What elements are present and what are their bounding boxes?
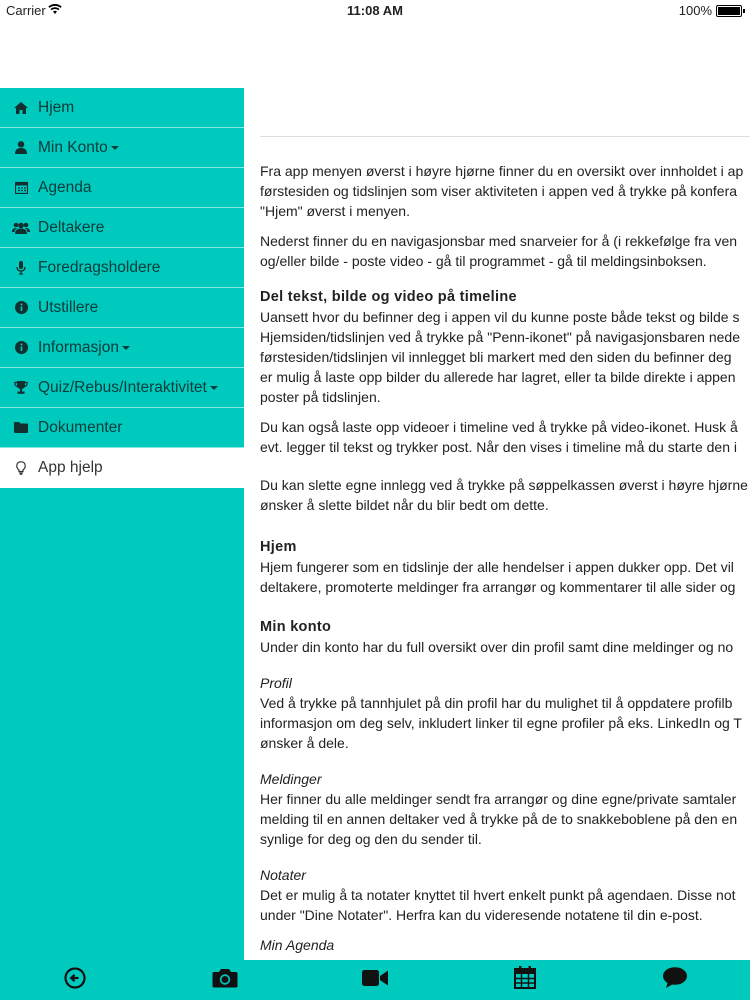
lightbulb-icon xyxy=(10,461,32,475)
battery-indicator xyxy=(679,3,742,18)
chevron-down-icon xyxy=(122,346,130,350)
paragraph-delete: Du kan slette egne innlegg ved å trykke på søppelkassen øverst i høyre hjørne ønsker å slette bildet når du blir bedt om dette. xyxy=(260,477,748,513)
sidebar-item-app-hjelp[interactable] xyxy=(0,448,244,488)
sidebar-item-hjem[interactable] xyxy=(0,88,244,128)
sidebar-menu xyxy=(0,88,244,960)
sidebar-item-label: Utstillere xyxy=(38,298,99,316)
sidebar-item-label: Foredragsholdere xyxy=(38,258,161,276)
subheading-profile: Profil xyxy=(260,675,292,691)
sidebar-item-min-konto[interactable] xyxy=(0,128,244,168)
sidebar-item-label: Agenda xyxy=(38,178,92,196)
section-heading-account: Min konto xyxy=(260,619,332,635)
video-icon xyxy=(362,969,388,992)
paragraph-account: Under din konto har du full oversikt over din profil samt dine meldinger og no xyxy=(260,639,734,655)
info-icon xyxy=(10,341,32,354)
sidebar-item-informasjon[interactable] xyxy=(0,328,244,368)
agenda-button[interactable] xyxy=(505,960,545,1000)
bottom-nav-bar xyxy=(0,960,750,1000)
video-button[interactable] xyxy=(355,960,395,1000)
sidebar-item-label: Deltakere xyxy=(38,218,105,236)
sidebar-item-label: Quiz/Rebus/Interaktivitet xyxy=(38,378,207,396)
camera-icon xyxy=(212,968,238,993)
home-icon xyxy=(10,102,32,114)
info-icon xyxy=(10,301,32,314)
user-icon xyxy=(10,141,32,154)
sidebar-item-dokumenter[interactable] xyxy=(0,408,244,448)
subheading-messages: Meldinger xyxy=(260,771,322,787)
paragraph-profile: Ved å trykke på tannhjulet på din profil har du mulighet til å oppdatere profilb informasjon om deg selv, inkludert linker til egne profiler på eks. LinkedIn og T ønsker å dele. xyxy=(260,695,742,751)
home-circle-icon xyxy=(64,967,86,994)
calendar-icon xyxy=(10,181,32,194)
chevron-down-icon xyxy=(210,386,218,390)
paragraph-video: Du kan også laste opp videoer i timeline ved å trykke på video-ikonet. Husk å evt. legger til tekst og trykker post. Når den vises i timeline må du starte den i xyxy=(260,419,738,455)
sidebar-item-utstillere[interactable] xyxy=(0,288,244,328)
calendar-icon xyxy=(514,966,536,994)
folder-icon xyxy=(10,422,32,433)
section-heading-home: Hjem xyxy=(260,539,297,555)
help-content xyxy=(260,136,750,961)
paragraph-home: Hjem fungerer som en tidslinje der alle hendelser i appen dukker opp. Det vil deltakere, promoterte meldinger fra arrangør og kommentarer til alle sider og xyxy=(260,559,736,595)
paragraph-share: Uansett hvor du befinner deg i appen vil du kunne poste både tekst og bilde s Hjemsiden/tidslinjen ved å trykke på "Penn-ikonet" på navigasjonsbaren nede førstesiden/tidslinjen vil innlegget bli markert med den siden du befinner deg er mulig å laste opp bilder du allerede har lagret, eller ta bilde direkte i appen poster på tidslinjen. xyxy=(260,309,741,405)
sidebar-item-label: Hjem xyxy=(38,98,75,116)
camera-button[interactable] xyxy=(205,960,245,1000)
paragraph-navbar: Nederst finner du en navigasjonsbar med snarveier for å (i rekkefølge fra ven og/eller bilde - poste video - gå til programmet - gå til meldingsinboksen. xyxy=(260,233,738,269)
chevron-down-icon xyxy=(111,146,119,150)
paragraph-intro: Fra app menyen øverst i høyre hjørne finner du en oversikt over innholdet i ap førstesiden og tidslinjen som viser aktiviteten i appen ved å trykke på konfera "Hjem" øverst i menyen. xyxy=(260,163,744,219)
sidebar-item-quiz[interactable] xyxy=(0,368,244,408)
section-heading-share: Del tekst, bilde og video på timeline xyxy=(260,289,517,305)
subheading-agenda: Min Agenda xyxy=(260,937,335,953)
sidebar-item-label: Min Konto xyxy=(38,138,108,156)
microphone-icon xyxy=(10,261,32,275)
home-circle-button[interactable] xyxy=(55,960,95,1000)
paragraph-notes: Det er mulig å ta notater knyttet til hvert enkelt punkt på agendaen. Disse not under "Dine Notater". Herfra kan du videresende notatene til din e-post. xyxy=(260,887,736,923)
sidebar-item-agenda[interactable] xyxy=(0,168,244,208)
sidebar-item-foredragsholdere[interactable] xyxy=(0,248,244,288)
sidebar-item-deltakere[interactable] xyxy=(0,208,244,248)
messages-button[interactable] xyxy=(655,960,695,1000)
users-icon xyxy=(10,222,32,234)
status-bar xyxy=(0,0,750,22)
sidebar-item-label: Dokumenter xyxy=(38,418,123,436)
paragraph-messages: Her finner du alle meldinger sendt fra arrangør og dine egne/private samtaler melding til en annen deltaker ved å trykke på de to snakkeboblene på den en synlige for deg og den du sender til. xyxy=(260,791,738,847)
chat-bubble-icon xyxy=(663,967,687,993)
carrier-label: Carrier xyxy=(6,3,46,18)
clock: 11:08 AM xyxy=(347,3,403,18)
battery-percent: 100% xyxy=(678,3,712,18)
sidebar-item-label: App hjelp xyxy=(38,458,103,476)
trophy-icon xyxy=(10,381,32,394)
subheading-notes: Notater xyxy=(260,867,306,883)
battery-icon xyxy=(716,5,742,17)
sidebar-item-label: Informasjon xyxy=(38,338,119,356)
